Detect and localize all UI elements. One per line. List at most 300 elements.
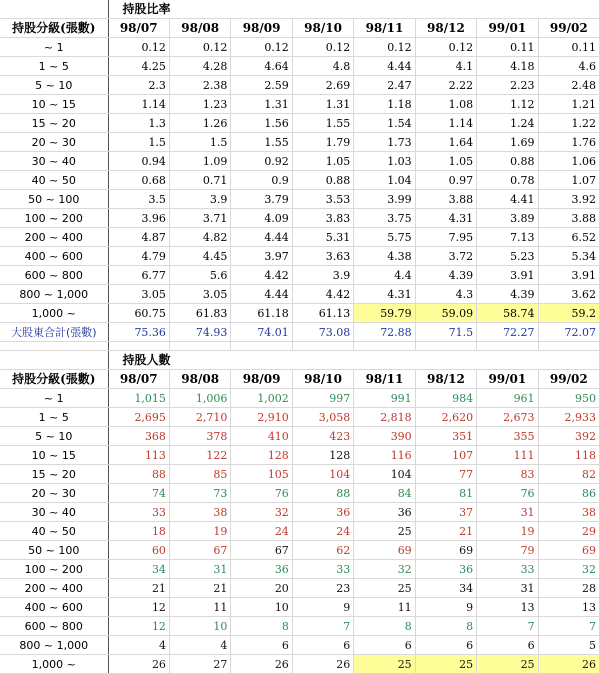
table-cell: 29: [538, 522, 599, 541]
table-row: [0, 95, 600, 114]
table-row: [0, 446, 600, 465]
total-cell: 73.08: [292, 323, 353, 342]
table-cell: 1.5: [108, 133, 169, 152]
table-cell: 0.12: [415, 38, 476, 57]
table-cell: 1.3: [108, 114, 169, 133]
table-cell: 37: [415, 503, 476, 522]
spacer-row: [0, 342, 600, 351]
table-cell: 59.09: [415, 304, 476, 323]
table-cell: 8: [231, 617, 292, 636]
row-label: 20 ~ 30: [0, 484, 108, 503]
total-cell: 74.01: [231, 323, 292, 342]
table-cell: 21: [108, 579, 169, 598]
table-cell: 105: [231, 465, 292, 484]
table-cell: 11: [354, 598, 415, 617]
table-cell: 423: [292, 427, 353, 446]
column-header: 98/12: [415, 370, 476, 389]
table-cell: 67: [231, 541, 292, 560]
table-row: [0, 484, 600, 503]
table-cell: 0.88: [477, 152, 538, 171]
table-cell: 3.97: [231, 247, 292, 266]
table-cell: 118: [538, 446, 599, 465]
table-cell: 1,002: [231, 389, 292, 408]
table-cell: 38: [169, 503, 230, 522]
table-cell: 1.06: [538, 152, 599, 171]
table-cell: 111: [477, 446, 538, 465]
table-cell: 3,058: [292, 408, 353, 427]
table-cell: 4.41: [477, 190, 538, 209]
header-label: 持股分級(張數): [0, 19, 108, 38]
table-row: [0, 76, 600, 95]
table-cell: 961: [477, 389, 538, 408]
table-row: [0, 636, 600, 655]
table-cell: 61.18: [231, 304, 292, 323]
table-cell: 9: [292, 598, 353, 617]
table-cell: 6: [292, 636, 353, 655]
row-label: ~ 1: [0, 38, 108, 57]
section-title-row: [0, 0, 600, 19]
table-cell: 61.13: [292, 304, 353, 323]
table-cell: 88: [108, 465, 169, 484]
table-cell: 0.71: [169, 171, 230, 190]
table-cell: 4.18: [477, 57, 538, 76]
table-cell: 9: [415, 598, 476, 617]
table-cell: 25: [354, 655, 415, 674]
table-cell: 1.14: [108, 95, 169, 114]
column-header: 98/11: [354, 19, 415, 38]
table-row: [0, 522, 600, 541]
table-cell: 32: [354, 560, 415, 579]
table-cell: 355: [477, 427, 538, 446]
table-cell: 3.62: [538, 285, 599, 304]
table-cell: 3.91: [538, 266, 599, 285]
table-cell: 4: [108, 636, 169, 655]
table-cell: 1.55: [292, 114, 353, 133]
table-cell: 28: [538, 579, 599, 598]
table-cell: 82: [538, 465, 599, 484]
row-label: 100 ~ 200: [0, 560, 108, 579]
table-cell: 31: [477, 579, 538, 598]
table-cell: 24: [231, 522, 292, 541]
blank-cell: [169, 342, 230, 351]
row-label: 1,000 ~: [0, 304, 108, 323]
table-cell: 410: [231, 427, 292, 446]
table-cell: 0.11: [538, 38, 599, 57]
table-cell: 1.05: [292, 152, 353, 171]
table-cell: 7: [477, 617, 538, 636]
table-cell: 10: [231, 598, 292, 617]
table-cell: 83: [477, 465, 538, 484]
blank-cell: [0, 351, 108, 370]
table-cell: 34: [415, 579, 476, 598]
table-cell: 1.79: [292, 133, 353, 152]
table-cell: 4.44: [231, 285, 292, 304]
row-label: 15 ~ 20: [0, 114, 108, 133]
table-cell: 74: [108, 484, 169, 503]
table-cell: 33: [477, 560, 538, 579]
table-cell: 13: [477, 598, 538, 617]
table-cell: 76: [231, 484, 292, 503]
table-cell: 378: [169, 427, 230, 446]
table-cell: 0.92: [231, 152, 292, 171]
table-cell: 27: [169, 655, 230, 674]
table-cell: 2.3: [108, 76, 169, 95]
table-cell: 6: [354, 636, 415, 655]
total-cell: 72.88: [354, 323, 415, 342]
table-row: [0, 408, 600, 427]
blank-cell: [0, 342, 108, 351]
table-cell: 23: [292, 579, 353, 598]
table-cell: 73: [169, 484, 230, 503]
table-row: [0, 465, 600, 484]
column-header: 98/10: [292, 370, 353, 389]
table-cell: 3.63: [292, 247, 353, 266]
table-cell: 1.04: [354, 171, 415, 190]
table-cell: 4.28: [169, 57, 230, 76]
table-cell: 6: [415, 636, 476, 655]
column-header: 98/08: [169, 370, 230, 389]
table-cell: 18: [108, 522, 169, 541]
table-cell: 4.45: [169, 247, 230, 266]
table-cell: 104: [292, 465, 353, 484]
section-title: 持股人數: [108, 351, 600, 370]
row-label: 600 ~ 800: [0, 266, 108, 285]
table-cell: 12: [108, 617, 169, 636]
table-cell: 351: [415, 427, 476, 446]
row-label: 600 ~ 800: [0, 617, 108, 636]
table-cell: 1.73: [354, 133, 415, 152]
table-cell: 4.79: [108, 247, 169, 266]
table-cell: 950: [538, 389, 599, 408]
table-cell: 60: [108, 541, 169, 560]
table-cell: 3.72: [415, 247, 476, 266]
table-cell: 390: [354, 427, 415, 446]
table-cell: 6.52: [538, 228, 599, 247]
table-cell: 1.07: [538, 171, 599, 190]
table-cell: 5.23: [477, 247, 538, 266]
column-header: 99/02: [538, 370, 599, 389]
table-cell: 19: [169, 522, 230, 541]
row-label: 20 ~ 30: [0, 133, 108, 152]
table-cell: 12: [108, 598, 169, 617]
table-cell: 8: [354, 617, 415, 636]
table-cell: 0.11: [477, 38, 538, 57]
total-row: [0, 323, 600, 342]
table-row: [0, 133, 600, 152]
table-cell: 25: [477, 655, 538, 674]
row-label: 800 ~ 1,000: [0, 285, 108, 304]
table-cell: 3.83: [292, 209, 353, 228]
table-cell: 2,695: [108, 408, 169, 427]
table-cell: 3.92: [538, 190, 599, 209]
table-cell: 128: [231, 446, 292, 465]
table-cell: 19: [477, 522, 538, 541]
table-cell: 2,620: [415, 408, 476, 427]
table-cell: 1.24: [477, 114, 538, 133]
table-cell: 7: [538, 617, 599, 636]
table-cell: 1.5: [169, 133, 230, 152]
table-cell: 32: [538, 560, 599, 579]
column-header: 99/01: [477, 370, 538, 389]
table-cell: 33: [292, 560, 353, 579]
row-label: 800 ~ 1,000: [0, 636, 108, 655]
row-label: 10 ~ 15: [0, 446, 108, 465]
table-cell: 7.95: [415, 228, 476, 247]
table-row: [0, 152, 600, 171]
table-cell: 1.09: [169, 152, 230, 171]
row-label: ~ 1: [0, 389, 108, 408]
column-header: 98/07: [108, 370, 169, 389]
blank-cell: [415, 342, 476, 351]
table-row: [0, 57, 600, 76]
table-cell: 3.05: [169, 285, 230, 304]
table-row: [0, 598, 600, 617]
total-cell: 75.36: [108, 323, 169, 342]
table-cell: 1.26: [169, 114, 230, 133]
table-row: [0, 38, 600, 57]
table-cell: 4.1: [415, 57, 476, 76]
table-cell: 1.03: [354, 152, 415, 171]
column-header: 99/01: [477, 19, 538, 38]
table-cell: 4.44: [231, 228, 292, 247]
table-cell: 1.31: [292, 95, 353, 114]
table-cell: 67: [169, 541, 230, 560]
table-cell: 0.12: [292, 38, 353, 57]
table-cell: 4.39: [415, 266, 476, 285]
table-cell: 79: [477, 541, 538, 560]
table-cell: 4.8: [292, 57, 353, 76]
table-cell: 7: [292, 617, 353, 636]
blank-cell: [292, 342, 353, 351]
table-cell: 1.54: [354, 114, 415, 133]
table-cell: 2.69: [292, 76, 353, 95]
table-cell: 36: [415, 560, 476, 579]
table-cell: 0.78: [477, 171, 538, 190]
table-cell: 0.12: [108, 38, 169, 57]
table-cell: 81: [415, 484, 476, 503]
table-row: [0, 579, 600, 598]
column-header: 98/11: [354, 370, 415, 389]
table-cell: 6.77: [108, 266, 169, 285]
table-cell: 3.9: [292, 266, 353, 285]
table-cell: 1.69: [477, 133, 538, 152]
table-cell: 3.88: [415, 190, 476, 209]
table-cell: 1.21: [538, 95, 599, 114]
table-cell: 0.88: [292, 171, 353, 190]
table-row: [0, 617, 600, 636]
table-cell: 1.31: [231, 95, 292, 114]
column-header: 98/07: [108, 19, 169, 38]
table-cell: 1.64: [415, 133, 476, 152]
table-cell: 88: [292, 484, 353, 503]
column-header: 98/09: [231, 370, 292, 389]
blank-cell: [0, 0, 108, 19]
table-cell: 4.44: [354, 57, 415, 76]
table-cell: 69: [415, 541, 476, 560]
row-label: 10 ~ 15: [0, 95, 108, 114]
table-cell: 2,933: [538, 408, 599, 427]
column-header: 99/02: [538, 19, 599, 38]
table-cell: 2,710: [169, 408, 230, 427]
table-cell: 76: [477, 484, 538, 503]
table-cell: 59.2: [538, 304, 599, 323]
table-cell: 69: [354, 541, 415, 560]
table-cell: 3.9: [169, 190, 230, 209]
total-cell: 72.27: [477, 323, 538, 342]
table-row: [0, 247, 600, 266]
blank-cell: [108, 342, 169, 351]
row-label: 1,000 ~: [0, 655, 108, 674]
table-cell: 6: [231, 636, 292, 655]
table-cell: 2.48: [538, 76, 599, 95]
row-label: 40 ~ 50: [0, 171, 108, 190]
table-cell: 4.09: [231, 209, 292, 228]
table-cell: 4.4: [354, 266, 415, 285]
table-cell: 60.75: [108, 304, 169, 323]
table-cell: 1.05: [415, 152, 476, 171]
table-cell: 8: [415, 617, 476, 636]
table-cell: 36: [231, 560, 292, 579]
table-cell: 32: [231, 503, 292, 522]
table-row: [0, 655, 600, 674]
table-cell: 3.89: [477, 209, 538, 228]
row-label: 100 ~ 200: [0, 209, 108, 228]
table-cell: 26: [108, 655, 169, 674]
row-label: 5 ~ 10: [0, 76, 108, 95]
blank-cell: [354, 342, 415, 351]
table-cell: 2.59: [231, 76, 292, 95]
table-cell: 4.39: [477, 285, 538, 304]
table-cell: 2.38: [169, 76, 230, 95]
table-cell: 116: [354, 446, 415, 465]
table-cell: 997: [292, 389, 353, 408]
table-cell: 4: [169, 636, 230, 655]
table-cell: 2.23: [477, 76, 538, 95]
table-cell: 1.08: [415, 95, 476, 114]
header-label: 持股分級(張數): [0, 370, 108, 389]
table-row: [0, 209, 600, 228]
row-label: 50 ~ 100: [0, 190, 108, 209]
table-cell: 2,910: [231, 408, 292, 427]
blank-cell: [477, 342, 538, 351]
table-cell: 0.68: [108, 171, 169, 190]
row-label: 200 ~ 400: [0, 228, 108, 247]
header-row: [0, 19, 600, 38]
table-cell: 5.31: [292, 228, 353, 247]
table-cell: 4.25: [108, 57, 169, 76]
table-cell: 13: [538, 598, 599, 617]
table-cell: 0.12: [354, 38, 415, 57]
table-row: [0, 427, 600, 446]
table-cell: 20: [231, 579, 292, 598]
table-cell: 392: [538, 427, 599, 446]
total-cell: 74.93: [169, 323, 230, 342]
table-cell: 3.05: [108, 285, 169, 304]
row-label: 1 ~ 5: [0, 408, 108, 427]
table-cell: 34: [108, 560, 169, 579]
row-label: 30 ~ 40: [0, 152, 108, 171]
table-cell: 3.53: [292, 190, 353, 209]
table-cell: 2,818: [354, 408, 415, 427]
section-title-row: [0, 351, 600, 370]
total-cell: 71.5: [415, 323, 476, 342]
table-row: [0, 541, 600, 560]
table-cell: 2.22: [415, 76, 476, 95]
table-cell: 4.87: [108, 228, 169, 247]
table-cell: 4.82: [169, 228, 230, 247]
row-label: 40 ~ 50: [0, 522, 108, 541]
table-cell: 0.12: [169, 38, 230, 57]
table-cell: 3.91: [477, 266, 538, 285]
table-cell: 0.9: [231, 171, 292, 190]
row-label: 50 ~ 100: [0, 541, 108, 560]
row-label: 15 ~ 20: [0, 465, 108, 484]
row-label: 5 ~ 10: [0, 427, 108, 446]
table-cell: 38: [538, 503, 599, 522]
table-cell: 3.71: [169, 209, 230, 228]
table-cell: 86: [538, 484, 599, 503]
table-cell: 26: [292, 655, 353, 674]
table-cell: 36: [354, 503, 415, 522]
table-cell: 1,006: [169, 389, 230, 408]
row-label: 30 ~ 40: [0, 503, 108, 522]
table-cell: 11: [169, 598, 230, 617]
table-cell: 5.6: [169, 266, 230, 285]
table-cell: 59.79: [354, 304, 415, 323]
table-cell: 21: [169, 579, 230, 598]
table-cell: 4.42: [292, 285, 353, 304]
table-cell: 7.13: [477, 228, 538, 247]
table-cell: 58.74: [477, 304, 538, 323]
section-title: 持股比率: [108, 0, 600, 19]
table-cell: 1.23: [169, 95, 230, 114]
table-row: [0, 171, 600, 190]
table-cell: 1,015: [108, 389, 169, 408]
table-cell: 26: [538, 655, 599, 674]
table-cell: 4.3: [415, 285, 476, 304]
table-cell: 85: [169, 465, 230, 484]
column-header: 98/08: [169, 19, 230, 38]
table-row: [0, 114, 600, 133]
table-row: [0, 266, 600, 285]
table-cell: 128: [292, 446, 353, 465]
table-cell: 3.99: [354, 190, 415, 209]
table-cell: 2.47: [354, 76, 415, 95]
table-cell: 3.5: [108, 190, 169, 209]
row-label: 1 ~ 5: [0, 57, 108, 76]
table-cell: 991: [354, 389, 415, 408]
table-row: [0, 560, 600, 579]
table-cell: 3.75: [354, 209, 415, 228]
table-cell: 6: [477, 636, 538, 655]
table-cell: 1.76: [538, 133, 599, 152]
table-row: [0, 503, 600, 522]
table-cell: 84: [354, 484, 415, 503]
table-cell: 2,673: [477, 408, 538, 427]
table-cell: 25: [415, 655, 476, 674]
table-cell: 107: [415, 446, 476, 465]
table-cell: 0.97: [415, 171, 476, 190]
table-cell: 3.79: [231, 190, 292, 209]
row-label: 200 ~ 400: [0, 579, 108, 598]
table-row: [0, 190, 600, 209]
table-cell: 5: [538, 636, 599, 655]
column-header: 98/09: [231, 19, 292, 38]
row-label: 400 ~ 600: [0, 247, 108, 266]
table-cell: 122: [169, 446, 230, 465]
table-cell: 1.18: [354, 95, 415, 114]
table-cell: 1.56: [231, 114, 292, 133]
